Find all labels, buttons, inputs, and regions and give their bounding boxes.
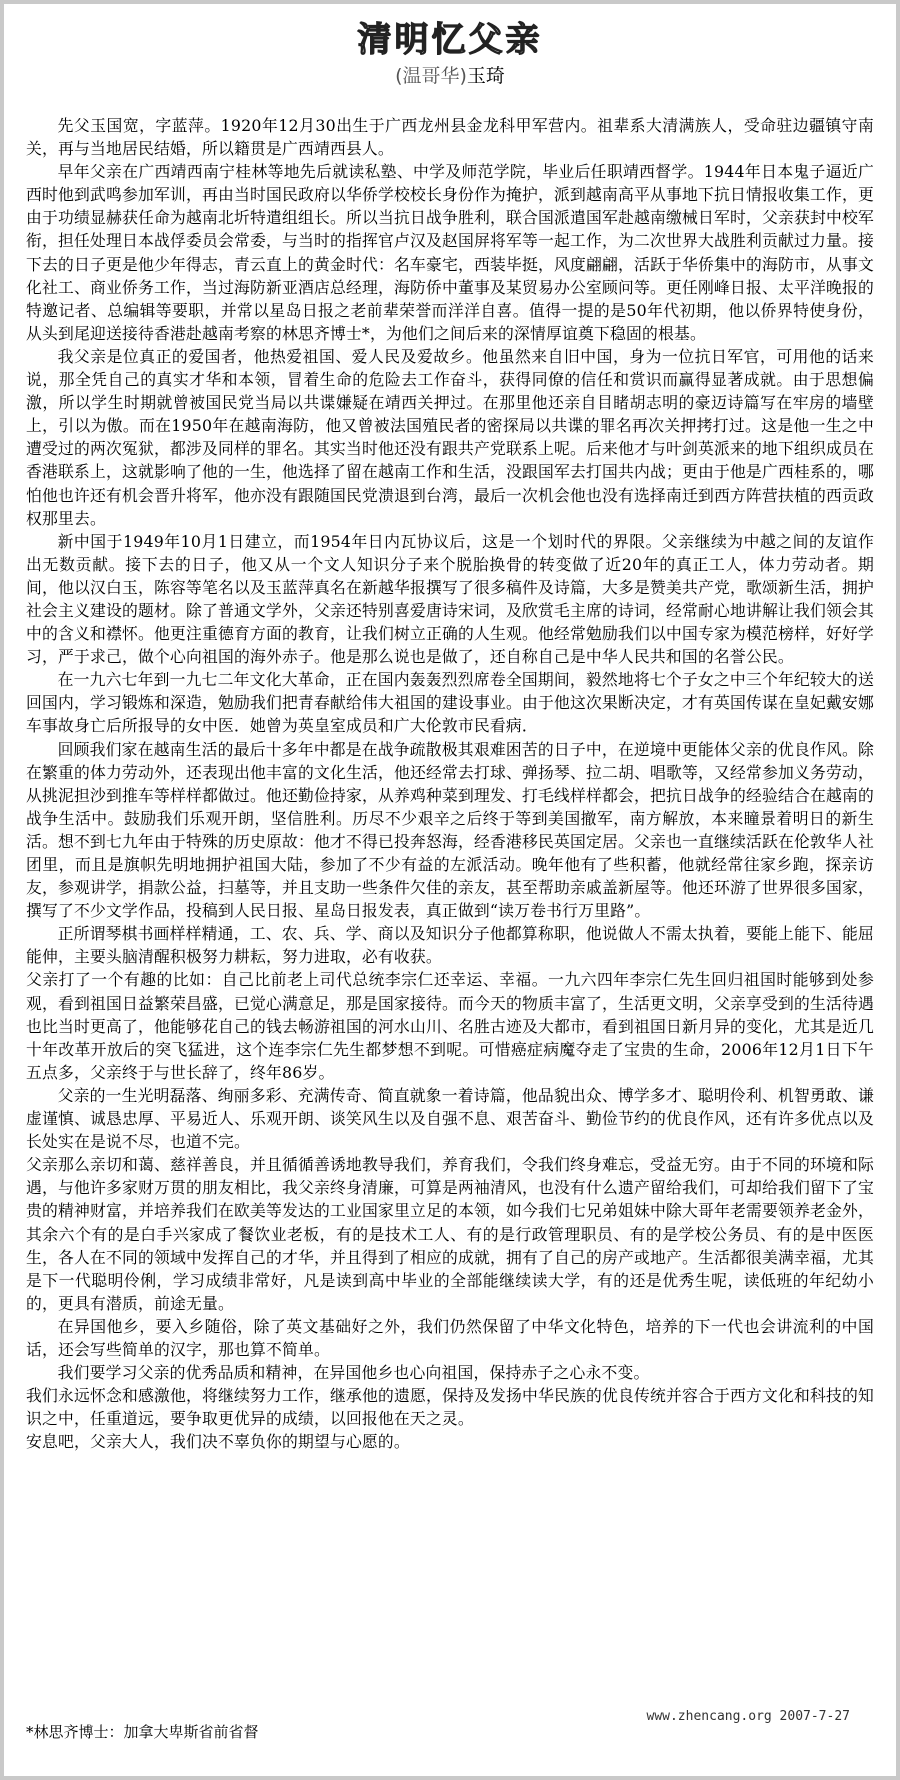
paragraph: 新中国于1949年10月1日建立，而1954年日内瓦协议后，这是一个划时代的界限。父亲继续为中越之间的友谊作出无数贡献。接下去的日子，他又从一个文人知识分子来个脱胎换骨的转变做了近20年的真正工人，体力劳动者。期间，他以汉白玉，陈容等笔名以及玉蓝萍真名在新越华报撰写了很多稿件及诗篇，大多是赞美共产党，歌颂新生活，拥护社会主义建设的题材。除了普通文学外，父亲还特别喜爱唐诗宋词，及欣赏毛主席的诗词，经常耐心地讲解让我们领会其中的含义和襟怀。他更注重德育方面的教育，让我们树立正确的人生观。他经常勉励我们以中国专家为模范榜样，好好学习，严于求己，做个心向祖国的海外赤子。他是那么说也是做了，还自称自己是中华人民共和国的名誉公民。 [26, 531, 874, 667]
paragraph: 在一九六七年到一九七二年文化大革命，正在国内轰轰烈烈席卷全国期间，毅然地将七个子女之中三个年纪较大的送回国内，学习锻炼和深造，勉励我们把青春献给伟大祖国的建设事业。由于他这次果断决定，才有英国传谋在皇妃戴安娜车事故身亡后所报导的女中医．她曾为英皇室成员和广大伦敦市民看病． [26, 670, 874, 736]
author-region: (温哥华) [395, 65, 467, 87]
paragraph: 先父玉国宽，字蓝萍。1920年12月30出生于广西龙州县金龙科甲军营内。祖辈系大清满族人，受命驻边疆镇守南关，再与当地居民结婚，所以籍贯是广西靖西县人。 [26, 116, 874, 159]
paragraph: 父亲那么亲切和蔼、慈祥善良，并且循循善诱地教导我们，养育我们，令我们终身难忘，受益无穷。由于不同的环境和际遇，与他许多家财万贯的朋友相比，我父亲终身清廉，可算是两袖清风，也没有什么遗产留给我们，可却给我们留下了宝贵的精神财富，并培养我们在欧美等发达的工业国家里立足的本领，如今我们七兄弟姐妹中除大哥年老需要领养老金外，其余六个有的是白手兴家成了餐饮业老板，有的是技术工人、有的是行政管理职员、有的是学校公务员、有的是中医医生，各人在不同的领域中发挥自己的才华，并且得到了相应的成就，拥有了自己的房产或地产。生活都很美满幸福，尤其是下一代聪明伶俐，学习成绩非常好，凡是读到高中毕业的全部能继续读大学，有的还是优秀生呢，读低班的年纪幼小的，更具有潜质，前途无量。 [26, 1155, 874, 1313]
source-stamp: www.zhencang.org 2007-7-27 [646, 1709, 850, 1724]
paragraph: 正所谓琴棋书画样样精通，工、农、兵、学、商以及知识分子他都算称职，他说做人不需太执着，要能上能下、能屈能伸，主要头脑清醒积极努力耕耘，努力进取，必有收获。 [26, 924, 874, 967]
paragraph: 父亲打了一个有趣的比如：自己比前老上司代总统李宗仁还幸运、幸福。一九六四年李宗仁先生回归祖国时能够到处参观，看到祖国日益繁荣昌盛，已觉心满意足，那是国家接待。而今天的物质丰富了，生活更文明，父亲享受到的生活待遇也比当时更高了，他能够花自己的钱去畅游祖国的河水山川、名胜古迹及大都市，看到祖国日新月异的变化，尤其是近几十年改革开放后的突飞猛进，这个连李宗仁先生都梦想不到呢。可惜癌症病魔夺走了宝贵的生命，2006年12月1日下午五点多，父亲终于与世长辞了，终年86岁。 [26, 970, 874, 1082]
paragraph: 父亲的一生光明磊落、绚丽多彩、充满传奇、简直就象一着诗篇，他品貌出众、博学多才、聪明伶利、机智勇敢、谦虚谨慎、诚恳忠厚、平易近人、乐观开朗、谈笑风生以及自强不息、艰苦奋斗、勤俭节约的优良作风，还有许多优点以及长处实在是说不尽，也道不完。 [26, 1085, 874, 1152]
paragraph: 安息吧，父亲大人，我们决不辜负你的期望与心愿的。 [26, 1432, 410, 1452]
article-body [26, 114, 874, 1453]
paragraph: 在异国他乡，要入乡随俗，除了英文基础好之外，我们仍然保留了中华文化特色，培养的下一代也会讲流利的中国话，还会写些简单的汉字，那也算不简单。 [26, 1316, 874, 1359]
author-line [26, 64, 874, 88]
paragraph: 我父亲是位真正的爱国者，他热爱祖国、爱人民及爱故乡。他虽然来自旧中国，身为一位抗日军官，可用他的话来说，那全凭自己的真实才华和本领，冒着生命的危险去工作奋斗，获得同僚的信任和赏识而赢得显著成就。由于思想偏激，所以学生时期就曾被国民党当局以共谍嫌疑在靖西关押过。在那里他还亲自目睹胡志明的豪迈诗篇写在牢房的墙壁上，引以为傲。而在1950年在越南海防，他又曾被法国殖民者的密探局以共谍的罪名再次关押拷打过。这是他一生之中遭受过的两次冤狱，都涉及同样的罪名。其实当时他还没有跟共产党联系上呢。后来他才与叶剑英派来的地下组织成员在香港联系上，这就影响了他的一生，他选择了留在越南工作和生活，没跟国军去打国共内战；更由于他是广西桂系的，哪怕他也许还有机会晋升将军，他亦没有跟随国民党溃退到台湾，最后一次机会他也没有选择南迁到西方阵营扶植的西贡政权那里去。 [26, 346, 874, 528]
paragraph: 早年父亲在广西靖西南宁桂林等地先后就读私塾、中学及师范学院，毕业后任职靖西督学。1944年日本鬼子逼近广西时他到武鸣参加军训，再由当时国民政府以华侨学校校长身份作为掩护，派到越南高平从事地下抗日情报收集工作，更由于功绩显赫获任命为越南北圻特遣组组长。所以当抗日战争胜利，联合国派遣国军赴越南缴械日军时，父亲获封中校军衔，担任处理日本战俘委员会常委，与当时的指挥官卢汉及赵国屏将军等一起工作，为二次世界大战胜利贡献过力量。接下去的日子更是他少年得志，青云直上的黄金时代：名车豪宅，西装毕挺，风度翩翩，活跃于华侨集中的海防市，从事文化社工、商业侨务工作，当过海防新亚酒店总经理，海防侨中董事及某贸易办公室顾问等。更任刚峰日报、太平洋晚报的特邀记者、总编辑等要职，并常以星岛日报之老前辈荣誉而洋洋自喜。值得一提的是50年代初期，他以侨界特使身份，从头到尾迎送接待香港赴越南考察的林思齐博士*，为他们之间后来的深情厚谊奠下稳固的根基。 [26, 162, 874, 343]
paragraph: 回顾我们家在越南生活的最后十多年中都是在战争疏散极其艰难困苦的日子中，在逆境中更能体父亲的优良作风。除在繁重的体力劳动外，还表现出他丰富的文化生活，他还经常去打球、弹扬琴、拉二胡、唱歌等，又经常参加义务劳动，从挑泥担沙到推车等样样都做过。他还勤俭持家，从养鸡种菜到理发、打毛线样样都会，把抗日战争的经验结合在越南的战争生活中。鼓励我们乐观开朗，坚信胜利。历尽不少艰辛之后终于等到美国撤军，南方解放，本来瞳景着明日的新生活。想不到七九年由于特殊的历史原故：他才不得已投奔怒海，经香港移民英国定居。父亲也一直继续活跃在伦敦华人社团里，而且是旗帜先明地拥护祖国大陆，参加了不少有益的左派活动。晚年他有了些积蓄，他就经常往家乡跑，探亲访友，参观讲学，捐款公益，扫墓等，并且支助一些条件欠佳的亲友，甚至帮助亲戚盖新屋等。他还环游了世界很多国家，撰写了不少文学作品，投稿到人民日报、星岛日报发表，真正做到“读万卷书行万里路”。 [26, 739, 874, 921]
footnote: *林思齐博士：加拿大卑斯省前省督 [26, 1723, 259, 1741]
paragraph: 我们要学习父亲的优秀品质和精神，在异国他乡也心向祖国，保持赤子之心永不变。 [57, 1363, 650, 1383]
author-name: 玉琦 [466, 65, 505, 87]
paragraph: 我们永远怀念和感激他，将继续努力工作，继承他的遗愿，保持及发扬中华民族的优良传统并容合于西方文化和科技的知识之中，任重道远，要争取更优异的成绩，以回报他在天之灵。 [26, 1386, 874, 1429]
article-title: 清明忆父亲 [357, 20, 543, 60]
